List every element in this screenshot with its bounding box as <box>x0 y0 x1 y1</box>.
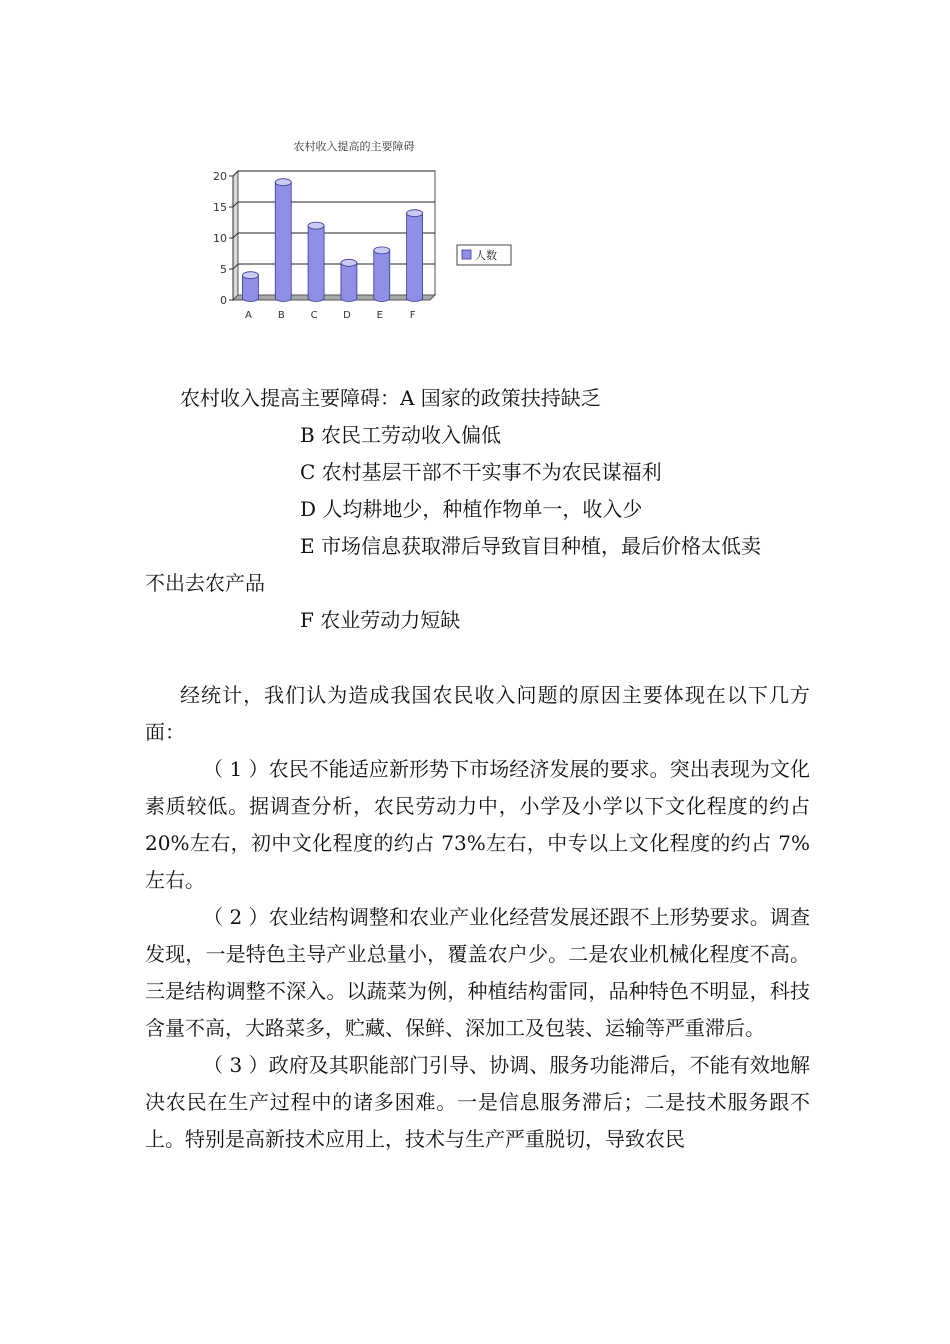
y-tick-label: 0 <box>220 294 227 307</box>
analysis-body <box>145 677 810 1158</box>
bar-top <box>374 247 390 254</box>
obstacle-f: F 农业劳动力短缺 <box>300 608 461 632</box>
bar-top <box>308 222 324 229</box>
bar-top <box>242 272 258 279</box>
bar <box>407 213 423 301</box>
y-tick-label: 20 <box>213 170 227 183</box>
obstacle-lead: 农村收入提高主要障碍：A 国家的政策扶持缺乏 <box>180 386 601 410</box>
bar <box>374 250 390 301</box>
bar <box>242 275 258 301</box>
x-tick-label: A <box>244 310 252 321</box>
y-tick-label: 5 <box>220 263 227 276</box>
paragraph-3: （ 3 ）政府及其职能部门引导、协调、服务功能滞后，不能有效地解决农民在生产过程中的诸多困难。一是信息服务滞后；二是技术服务跟不上。特别是高新技术应用上，技术与生产严重脱切，导致农民 <box>145 1053 810 1151</box>
x-tick-label: B <box>277 310 285 321</box>
y-tick-label: 15 <box>213 201 227 214</box>
bar-top <box>341 259 357 266</box>
chart-title: 农村收入提高的主要障碍 <box>293 140 415 153</box>
bar-top <box>275 179 291 186</box>
bar <box>341 263 357 302</box>
obstacle-b: B 农民工劳动收入偏低 <box>300 423 502 447</box>
bar-top <box>407 210 423 217</box>
obstacle-d: D 人均耕地少，种植作物单一，收入少 <box>300 497 643 521</box>
legend-label: 人数 <box>475 249 497 262</box>
chart-svg <box>195 128 525 338</box>
intro-paragraph: 经统计，我们认为造成我国农民收入问题的原因主要体现在以下几方面： <box>145 683 810 744</box>
obstacle-c: C 农村基层干部不干实事不为农民谋福利 <box>300 460 662 484</box>
plot-floor <box>233 295 435 300</box>
paragraph-1: （ 1 ）农民不能适应新形势下市场经济发展的要求。突出表现为文化素质较低。据调查分析，农民劳动力中，小学及小学以下文化程度的约占 20%左右，初中文化程度的约占 73%左右，中专以上文化程度的约占 7%左右。 <box>145 757 810 892</box>
x-tick-label: C <box>310 310 318 321</box>
bar <box>308 226 324 302</box>
x-tick-label: F <box>409 310 416 321</box>
x-tick-label: D <box>343 310 351 321</box>
obstacle-e-cont: 不出去农产品 <box>145 571 265 595</box>
legend-swatch <box>462 250 471 259</box>
bar-chart <box>195 128 525 338</box>
bar <box>275 182 291 301</box>
x-tick-label: E <box>376 310 383 321</box>
obstacle-list <box>145 380 810 639</box>
y-tick-label: 10 <box>213 232 227 245</box>
obstacle-e: E 市场信息获取滞后导致盲目种植，最后价格太低卖 <box>300 534 761 558</box>
paragraph-2: （ 2 ）农业结构调整和农业产业化经营发展还跟不上形势要求。调查发现，一是特色主导产业总量小，覆盖农户少。二是农业机械化程度不高。三是结构调整不深入。以蔬菜为例，种植结构雷同，品种特色不明显，科技含量不高，大路菜多，贮藏、保鲜、深加工及包装、运输等严重滞后。 <box>145 905 810 1040</box>
